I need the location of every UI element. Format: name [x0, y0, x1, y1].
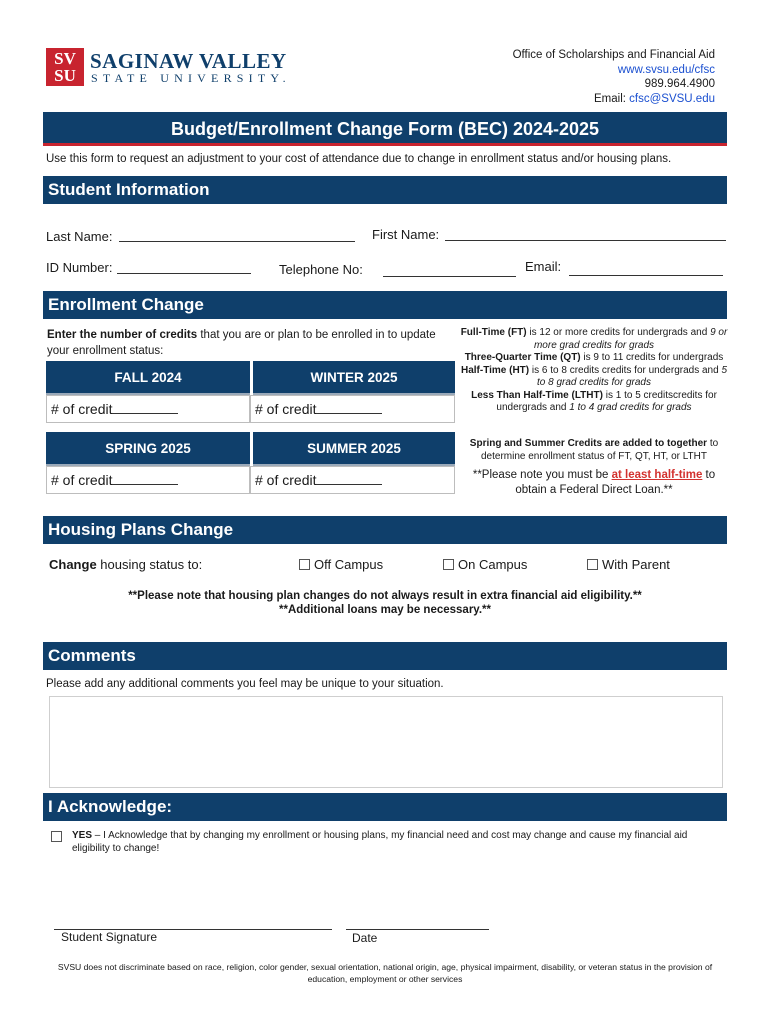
acknowledge-text: YES – I Acknowledge that by changing my enrollment or housing plans, my financial need and cost may change and cause my financial aid eligibility to change!: [72, 830, 688, 854]
form-title: Budget/Enrollment Change Form (BEC) 2024-2025: [43, 112, 727, 146]
id-number-field[interactable]: [117, 259, 251, 274]
email-field[interactable]: [569, 261, 723, 276]
id-number-label: ID Number:: [46, 260, 113, 275]
half-time-emphasis: at least half-time: [611, 469, 703, 481]
section-housing-plans: Housing Plans Change: [43, 516, 727, 544]
term-summer-2025: SUMMER 2025: [253, 432, 455, 466]
on-campus-checkbox[interactable]: [443, 559, 454, 570]
last-name-field[interactable]: [119, 227, 355, 242]
telephone-label: Telephone No:: [279, 262, 363, 277]
summer-credit-input[interactable]: [316, 472, 382, 485]
off-campus-checkbox[interactable]: [299, 559, 310, 570]
fall-credit-input[interactable]: [112, 401, 178, 414]
fall-credit-cell[interactable]: [46, 395, 250, 423]
note-half-time: Half-Time (HT) is 6 to 8 credits credits for undergrads and 5 to 8 grad credits for grads: [460, 364, 728, 388]
housing-note-2: **Additional loans may be necessary.**: [279, 604, 491, 616]
comments-prompt: Please add any additional comments you feel may be unique to your situation.: [46, 678, 444, 690]
summer-credit-cell[interactable]: [250, 466, 455, 494]
note-three-quarter: Three-Quarter Time (QT) is 9 to 11 credits for undergrads: [464, 352, 724, 363]
website-link[interactable]: www.svsu.edu/cfsc: [617, 63, 715, 76]
note-full-time: Full-Time (FT) is 12 or more credits for undergrads and 9 or more grad credits for grads: [460, 327, 728, 351]
credit-label: # of credit: [51, 401, 113, 417]
section-comments: Comments: [43, 642, 727, 670]
term-winter-2025: WINTER 2025: [253, 361, 455, 395]
office-email: [513, 92, 715, 107]
email-link[interactable]: cfsc@SVSU.edu: [629, 92, 715, 105]
signature-label: Student Signature: [61, 930, 158, 944]
with-parent-checkbox[interactable]: [587, 559, 598, 570]
logo-text-line2: STATE UNIVERSITY.: [91, 71, 291, 85]
option-on-campus[interactable]: On Campus: [443, 557, 527, 572]
office-phone: 989.964.4900: [644, 78, 715, 90]
instruction-rest: that you are or plan to be enrolled in to update your enrollment status:: [47, 329, 436, 357]
instruction-bold: Enter the number of credits: [47, 329, 198, 341]
first-name-field[interactable]: [445, 226, 726, 241]
winter-credit-input[interactable]: [316, 401, 382, 414]
spring-credit-cell[interactable]: [46, 466, 250, 494]
housing-note-1: **Please note that housing plan changes do not always result in extra financial aid eligibility.**: [128, 590, 642, 602]
first-name-label: First Name:: [372, 227, 440, 242]
last-name-label: Last Name:: [46, 229, 113, 244]
section-student-information: Student Information: [43, 176, 727, 204]
logo-text-line1: SAGINAW VALLEY: [90, 49, 287, 73]
housing-change-label: Change housing status to:: [49, 557, 203, 572]
comments-textarea[interactable]: [49, 696, 723, 788]
note-spring-summer: Spring and Summer Credits are added to together to determine enrollment status of FT, QT, HT, or LTHT: [469, 438, 719, 462]
telephone-field[interactable]: [383, 262, 516, 277]
credit-label: # of credit: [255, 401, 317, 417]
enrollment-status-definitions: [458, 327, 730, 415]
nondiscrimination-footer: SVSU does not discriminate based on race, religion, color gender, sexual orientation, national origin, age, physical impairment, disability, or veteran status in the provision of education, employment or other services: [57, 962, 713, 984]
credit-label: # of credit: [51, 472, 113, 488]
email-label-field: Email:: [525, 259, 562, 274]
svsu-logo-mark: SV SU: [46, 48, 84, 86]
form-intro: Use this form to request an adjustment to your cost of attendance due to change in enrollment status and/or housing plans.: [46, 153, 672, 165]
credit-label: # of credit: [255, 472, 317, 488]
option-with-parent[interactable]: With Parent: [587, 557, 670, 572]
enrollment-instruction: [47, 327, 457, 359]
winter-credit-cell[interactable]: [250, 395, 455, 423]
date-label: Date: [352, 931, 378, 945]
section-enrollment-change: Enrollment Change: [43, 291, 727, 319]
term-fall-2024: FALL 2024: [46, 361, 250, 395]
option-off-campus[interactable]: Off Campus: [299, 557, 383, 572]
term-spring-2025: SPRING 2025: [46, 432, 250, 466]
email-label: Email:: [594, 92, 626, 105]
note-less-than-half: Less Than Half-Time (LTHT) is 1 to 5 creditscredits for undergrads and 1 to 4 grad credits for grads: [471, 389, 717, 413]
office-name: Office of Scholarships and Financial Aid: [512, 49, 715, 61]
spring-credit-input[interactable]: [112, 472, 178, 485]
acknowledge-checkbox[interactable]: [51, 831, 62, 842]
section-acknowledge: I Acknowledge:: [43, 793, 727, 821]
date-line[interactable]: [346, 929, 489, 930]
note-loan: **Please note you must be at least half-time to obtain a Federal Direct Loan.**: [472, 469, 716, 496]
office-contact: [513, 48, 715, 106]
